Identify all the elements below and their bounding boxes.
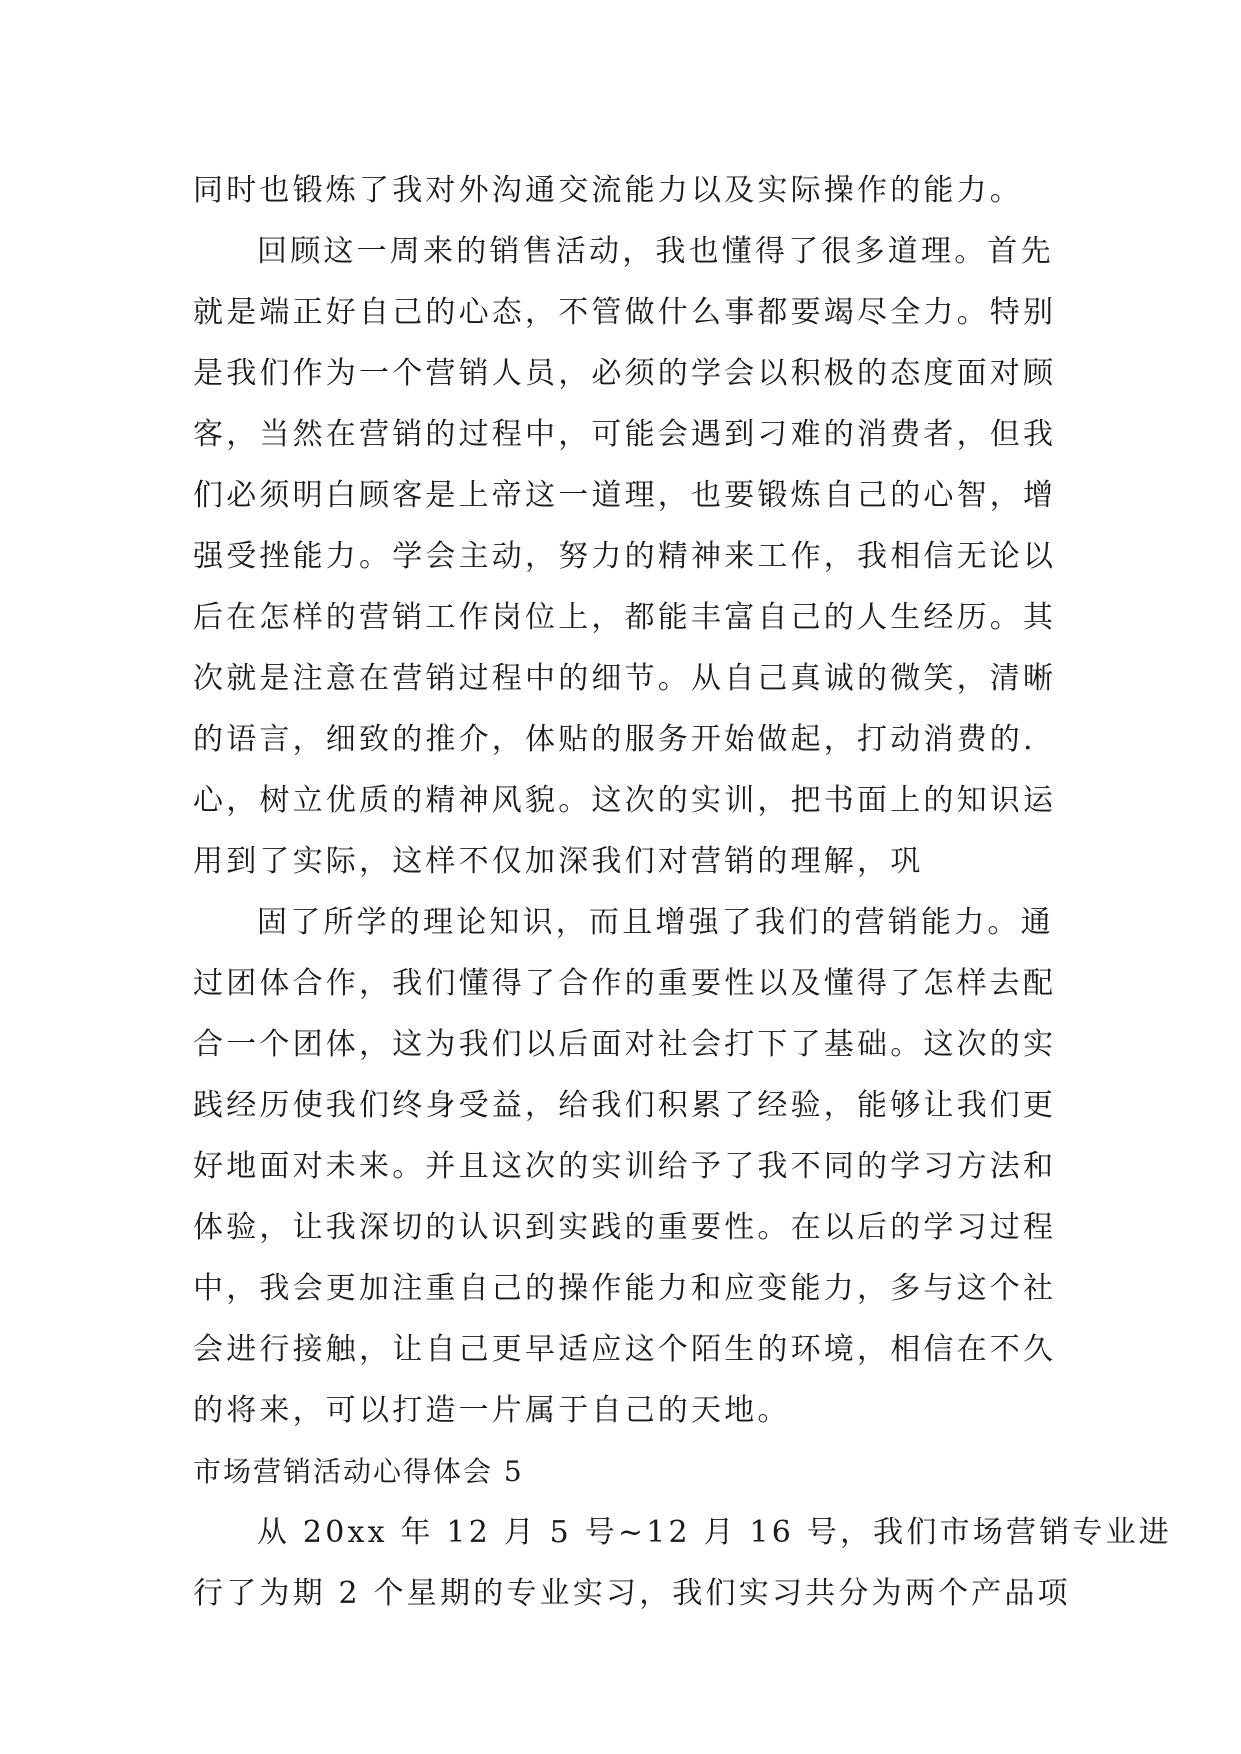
paragraph-line: 过团体合作，我们懂得了合作的重要性以及懂得了怎样去配 — [193, 966, 1057, 1001]
paragraph-line: 践经历使我们终身受益，给我们积累了经验，能够让我们更 — [193, 1088, 1057, 1123]
paragraph-line: 后在怎样的营销工作岗位上，都能丰富自己的人生经历。其 — [193, 600, 1057, 635]
paragraph-line: 同时也锻炼了我对外沟通交流能力以及实际操作的能力。 — [193, 173, 1023, 208]
paragraph-line: 会进行接触，让自己更早适应这个陌生的环境，相信在不久 — [193, 1332, 1057, 1367]
paragraph-line: 是我们作为一个营销人员，必须的学会以积极的态度面对顾 — [193, 356, 1057, 391]
paragraph-line: 的语言，细致的推介，体贴的服务开始做起，打动消费的. — [193, 722, 1036, 757]
paragraph-line: 好地面对未来。并且这次的实训给予了我不同的学习方法和 — [193, 1149, 1057, 1184]
paragraph-line: 们必须明白顾客是上帝这一道理，也要锻炼自己的心智，增 — [193, 478, 1057, 513]
paragraph-line: 行了为期 2 个星期的专业实习，我们实习共分为两个产品项 — [193, 1576, 1071, 1611]
paragraph-line: 客，当然在营销的过程中，可能会遇到刁难的消费者，但我 — [193, 417, 1057, 452]
paragraph-line: 心，树立优质的精神风貌。这次的实训，把书面上的知识运 — [193, 783, 1057, 818]
paragraph-line: 回顾这一周来的销售活动，我也懂得了很多道理。首先 — [257, 234, 1054, 269]
paragraph-line: 强受挫能力。学会主动，努力的精神来工作，我相信无论以 — [193, 539, 1057, 574]
paragraph-line: 合一个团体，这为我们以后面对社会打下了基础。这次的实 — [193, 1027, 1057, 1062]
paragraph-line: 的将来，可以打造一片属于自己的天地。 — [193, 1393, 791, 1428]
paragraph-line: 就是端正好自己的心态，不管做什么事都要竭尽全力。特别 — [193, 295, 1057, 330]
section-heading: 市场营销活动心得体会 5 — [193, 1455, 524, 1488]
paragraph-line: 中，我会更加注重自己的操作能力和应变能力，多与这个社 — [193, 1271, 1057, 1306]
paragraph-line: 体验，让我深切的认识到实践的重要性。在以后的学习过程 — [193, 1210, 1057, 1245]
paragraph-line: 固了所学的理论知识，而且增强了我们的营销能力。通 — [257, 905, 1054, 940]
paragraph-line: 用到了实际，这样不仅加深我们对营销的理解，巩 — [193, 844, 924, 879]
paragraph-line: 次就是注意在营销过程中的细节。从自己真诚的微笑，清晰 — [193, 661, 1057, 696]
document-body — [193, 160, 1172, 1624]
paragraph-line: 从 20xx 年 12 月 5 号~12 月 16 号，我们市场营销专业进 — [257, 1515, 1172, 1550]
